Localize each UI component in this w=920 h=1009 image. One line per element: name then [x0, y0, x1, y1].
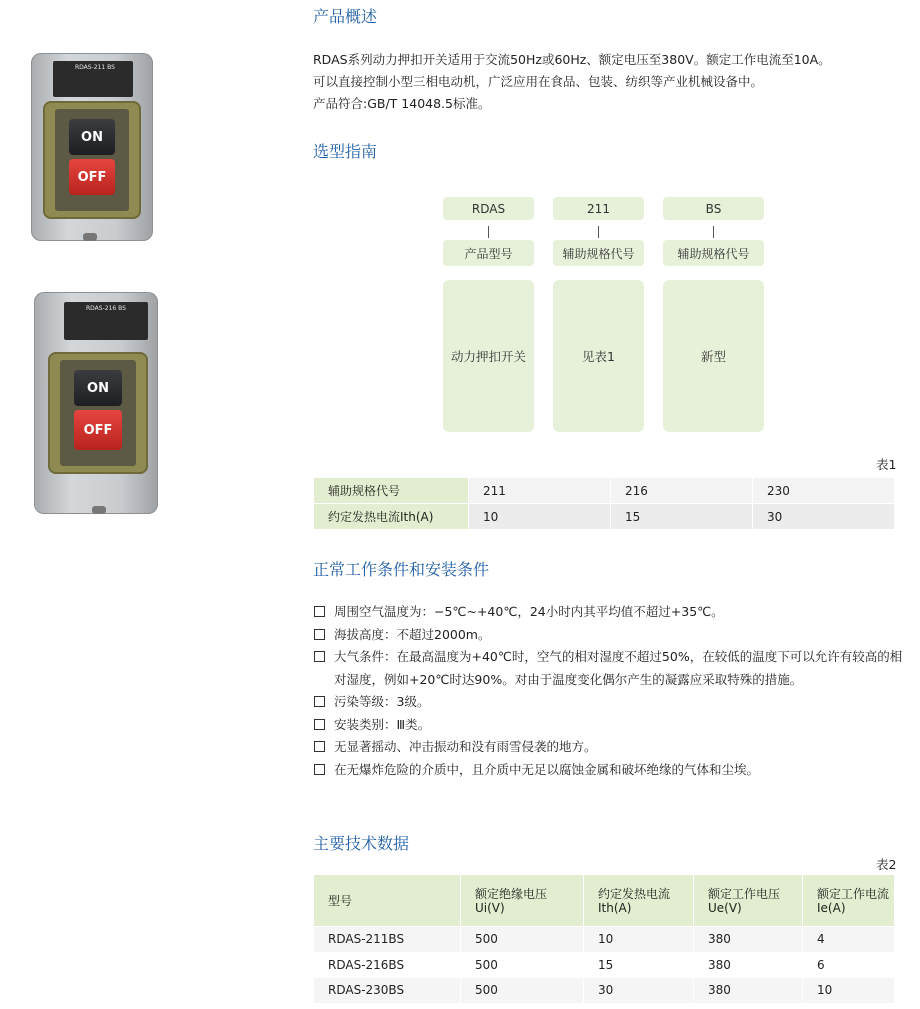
table2-note: 表2 — [876, 857, 897, 872]
list-item: 海拔高度：不超过2000m。 — [313, 624, 903, 647]
code-series: RDAS — [443, 197, 534, 220]
table-row — [314, 952, 895, 978]
list-item: 污染等级：3级。 — [313, 691, 903, 714]
cell: 15 — [611, 504, 753, 530]
off-button: OFF — [74, 410, 122, 450]
cell: 4 — [803, 927, 895, 953]
off-button: OFF — [69, 159, 115, 195]
conditions-list — [313, 601, 903, 781]
cell: 6 — [803, 952, 895, 978]
overview-text — [313, 49, 831, 115]
cell: 380 — [694, 927, 803, 953]
cell: RDAS-211BS — [314, 927, 461, 953]
column-header: 额定工作电流 Ie(A) — [803, 875, 895, 927]
cell: 500 — [461, 952, 584, 978]
label-model: 产品型号 — [443, 240, 534, 266]
table-header-row — [314, 875, 895, 927]
column-header: 额定工作电压 Ue(V) — [694, 875, 803, 927]
cell: 500 — [461, 978, 584, 1004]
connector-line — [598, 226, 599, 238]
overview-title: 产品概述 — [313, 7, 378, 26]
guide-title: 选型指南 — [313, 142, 378, 161]
overview-line: 可以直接控制小型三相电动机，广泛应用在食品、包装、纺织等产业机械设备中。 — [313, 74, 764, 89]
specs-title: 主要技术数据 — [313, 834, 410, 853]
cell: 500 — [461, 927, 584, 953]
column-header: 约定发热电流 Ith(A) — [584, 875, 694, 927]
list-item: 无显著摇动、冲击振动和没有雨雪侵袭的地方。 — [313, 736, 903, 759]
checkbox-icon — [314, 629, 325, 640]
list-item: 周围空气温度为：−5℃~+40℃，24小时内其平均值不超过+35℃。 — [313, 601, 903, 624]
nameplate — [53, 61, 133, 97]
on-button: ON — [69, 119, 115, 155]
checkbox-icon — [314, 696, 325, 707]
cell: 216 — [611, 478, 753, 504]
desc-aux: 见表1 — [553, 280, 644, 432]
nameplate-model: RDAS-211 BS — [75, 64, 115, 71]
list-item: 在无爆炸危险的介质中，且介质中无足以腐蚀金属和破坏绝缘的气体和尘埃。 — [313, 759, 903, 782]
cell: 30 — [753, 504, 895, 530]
cell: 230 — [753, 478, 895, 504]
checkbox-icon — [314, 606, 325, 617]
code-type: BS — [663, 197, 764, 220]
cell: 380 — [694, 978, 803, 1004]
label-type: 辅助规格代号 — [663, 240, 764, 266]
cell: 10 — [803, 978, 895, 1004]
checkbox-icon — [314, 764, 325, 775]
connector-line — [488, 226, 489, 238]
screw-icon — [83, 233, 97, 241]
table2 — [313, 874, 895, 1004]
table-row — [314, 504, 895, 530]
overview-line: 产品符合:GB/T 14048.5标准。 — [313, 96, 491, 111]
table-row — [314, 978, 895, 1004]
product-image-1 — [31, 53, 153, 241]
conditions-title: 正常工作条件和安装条件 — [313, 560, 490, 579]
cell: RDAS-230BS — [314, 978, 461, 1004]
checkbox-icon — [314, 719, 325, 730]
table-row — [314, 927, 895, 953]
table1 — [313, 477, 895, 530]
list-item: 大气条件：在最高温度为+40℃时，空气的相对湿度不超过50%，在较低的温度下可以允许有较高的相对湿度，例如+20℃时达90%。对由于温度变化偶尔产生的凝露应采取特殊的措施。 — [313, 646, 903, 691]
on-button: ON — [74, 370, 122, 406]
connector-line — [713, 226, 714, 238]
nameplate-model: RDAS-216 BS — [86, 305, 126, 312]
desc-type: 新型 — [663, 280, 764, 432]
overview-line: RDAS系列动力押扣开关适用于交流50Hz或60Hz、额定电压至380V。额定工作电流至10A。 — [313, 52, 831, 67]
row-header: 约定发热电流Ith(A) — [314, 504, 469, 530]
column-header: 额定绝缘电压 Ui(V) — [461, 875, 584, 927]
cell: 15 — [584, 952, 694, 978]
cell: 211 — [469, 478, 611, 504]
column-header: 型号 — [314, 875, 461, 927]
table-row — [314, 478, 895, 504]
row-header: 辅助规格代号 — [314, 478, 469, 504]
desc-model: 动力押扣开关 — [443, 280, 534, 432]
list-item: 安装类别：Ⅲ类。 — [313, 714, 903, 737]
checkbox-icon — [314, 741, 325, 752]
cell: RDAS-216BS — [314, 952, 461, 978]
product-image-2 — [34, 292, 158, 514]
cell: 10 — [469, 504, 611, 530]
cell: 30 — [584, 978, 694, 1004]
cell: 10 — [584, 927, 694, 953]
label-aux: 辅助规格代号 — [553, 240, 644, 266]
screw-icon — [92, 506, 106, 514]
table1-note: 表1 — [876, 457, 897, 472]
cell: 380 — [694, 952, 803, 978]
checkbox-icon — [314, 651, 325, 662]
code-aux: 211 — [553, 197, 644, 220]
nameplate — [64, 302, 148, 340]
